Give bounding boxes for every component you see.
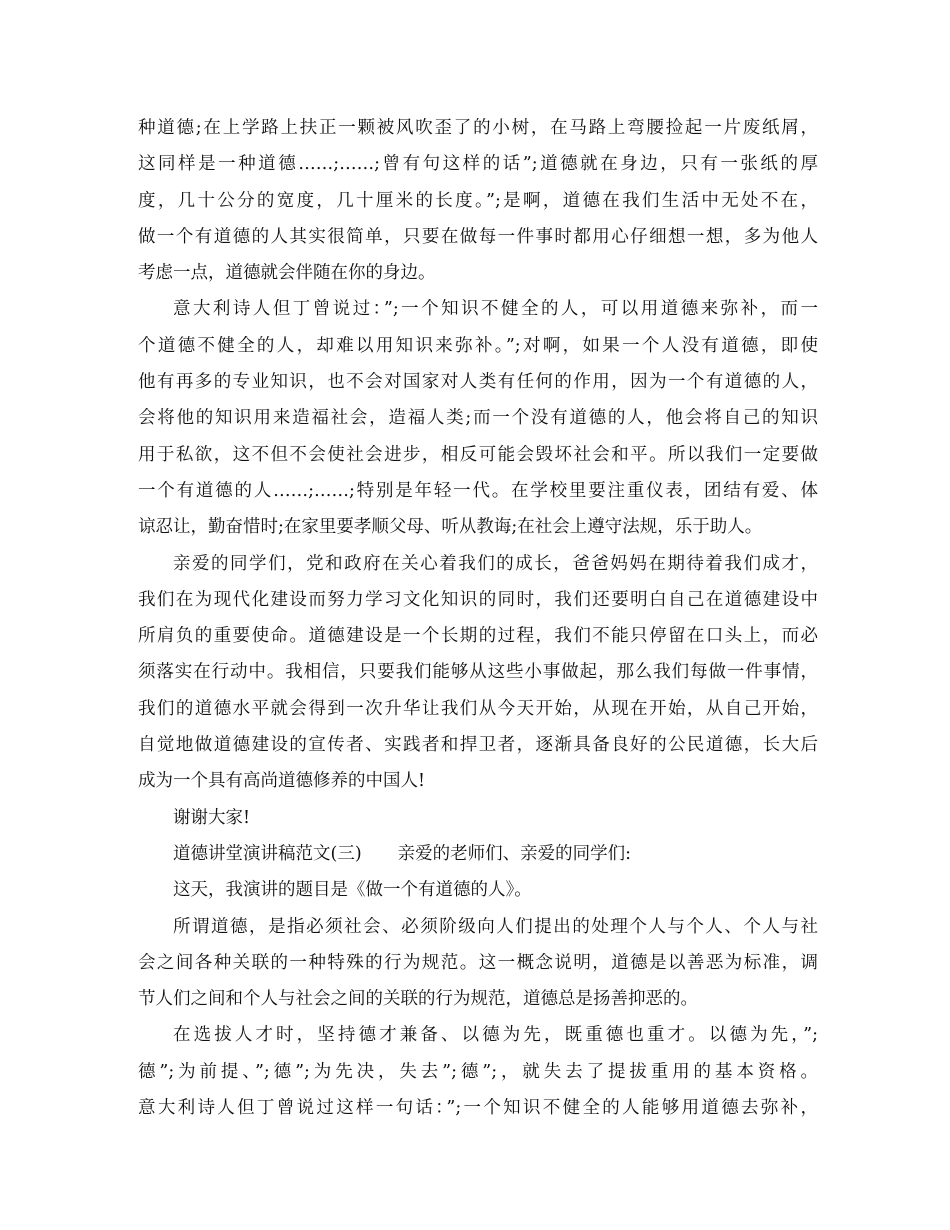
text-line: 考虑一点，道德就会伴随在你的身边。 <box>138 263 436 284</box>
text-line: 我们的道德水平就会得到一次升华让我们从今天开始，从现在开始，从自己开始， <box>138 698 818 719</box>
thanks-line: 谢谢大家! <box>173 807 251 828</box>
text-line: 成为一个具有高尚道德修养的中国人! <box>138 771 426 792</box>
paragraph-first-line: 在选拔人才时，坚持德才兼备、以德为先，既重德也重才。以德为先，”; <box>173 1025 818 1046</box>
speech-title-line: 这天，我演讲的题目是《做一个有道德的人》。 <box>173 880 532 901</box>
text-line: 须落实在行动中。我相信，只要我们能够从这些小事做起，那么我们每做一件事情， <box>138 662 818 683</box>
text-line: 谅忍让，勤奋惜时;在家里要孝顺父母、听从教诲;在社会上遵守法规，乐于助人。 <box>138 517 763 538</box>
paragraph-first-line: 所谓道德，是指必须社会、必须阶级向人们提出的处理个人与个人、个人与社 <box>173 916 818 937</box>
text-line: 会将他的知识用来造福社会，造福人类;而一个没有道德的人，他会将自己的知识 <box>138 408 818 429</box>
paragraph-first-line: 亲爱的同学们，党和政府在关心着我们的成长，爸爸妈妈在期待着我们成才， <box>173 553 818 574</box>
section-heading: 道德讲堂演讲稿范文(三) <box>173 843 362 864</box>
text-line: 德”;为前提、”;德”;为先决，失去”;德”;，就失去了提拔重用的基本资格。 <box>138 1061 818 1082</box>
text-line: 这同样是一种道德……;……;曾有句这样的话”;道德就在身边，只有一张纸的厚 <box>138 154 818 175</box>
greeting: 亲爱的老师们、亲爱的同学们: <box>397 843 632 864</box>
paragraph-first-line: 意大利诗人但丁曾说过：”;一个知识不健全的人，可以用道德来弥补，而一 <box>173 299 818 320</box>
text-line: 一个有道德的人……;……;特别是年轻一代。在学校里要注重仪表，团结有爱、体 <box>138 480 818 501</box>
section-heading-line <box>138 836 818 872</box>
text-line: 所肩负的重要使命。道德建设是一个长期的过程，我们不能只停留在口头上，而必 <box>138 626 818 647</box>
text-line: 会之间各种关联的一种特殊的行为规范。这一概念说明，道德是以善恶为标准，调 <box>138 952 818 973</box>
text-line: 做一个有道德的人其实很简单，只要在做每一件事时都用心仔细想一想，多为他人 <box>138 226 818 247</box>
text-line: 个道德不健全的人，却难以用知识来弥补。”;对啊，如果一个人没有道德，即使 <box>138 335 818 356</box>
text-line: 用于私欲，这不但不会使社会进步，相反可能会毁坏社会和平。所以我们一定要做 <box>138 444 818 465</box>
text-line: 意大利诗人但丁曾说过这样一句话：”;一个知识不健全的人能够用道德去弥补， <box>138 1098 818 1119</box>
document-body <box>138 110 818 1126</box>
text-line: 种道德;在上学路上扶正一颗被风吹歪了的小树，在马路上弯腰捡起一片废纸屑， <box>138 118 818 138</box>
text-line: 自觉地做道德建设的宣传者、实践者和捍卫者，逐渐具备良好的公民道德，长大后 <box>138 735 818 756</box>
text-line: 节人们之间和个人与社会之间的关联的行为规范，道德总是扬善抑恶的。 <box>138 989 698 1010</box>
text-line: 我们在为现代化建设而努力学习文化知识的同时，我们还要明白自己在道德建设中 <box>138 589 818 610</box>
text-line: 度，几十公分的宽度，几十厘米的长度。”;是啊，道德在我们生活中无处不在， <box>138 190 818 211</box>
text-line: 他有再多的专业知识，也不会对国家对人类有任何的作用，因为一个有道德的人， <box>138 372 818 393</box>
